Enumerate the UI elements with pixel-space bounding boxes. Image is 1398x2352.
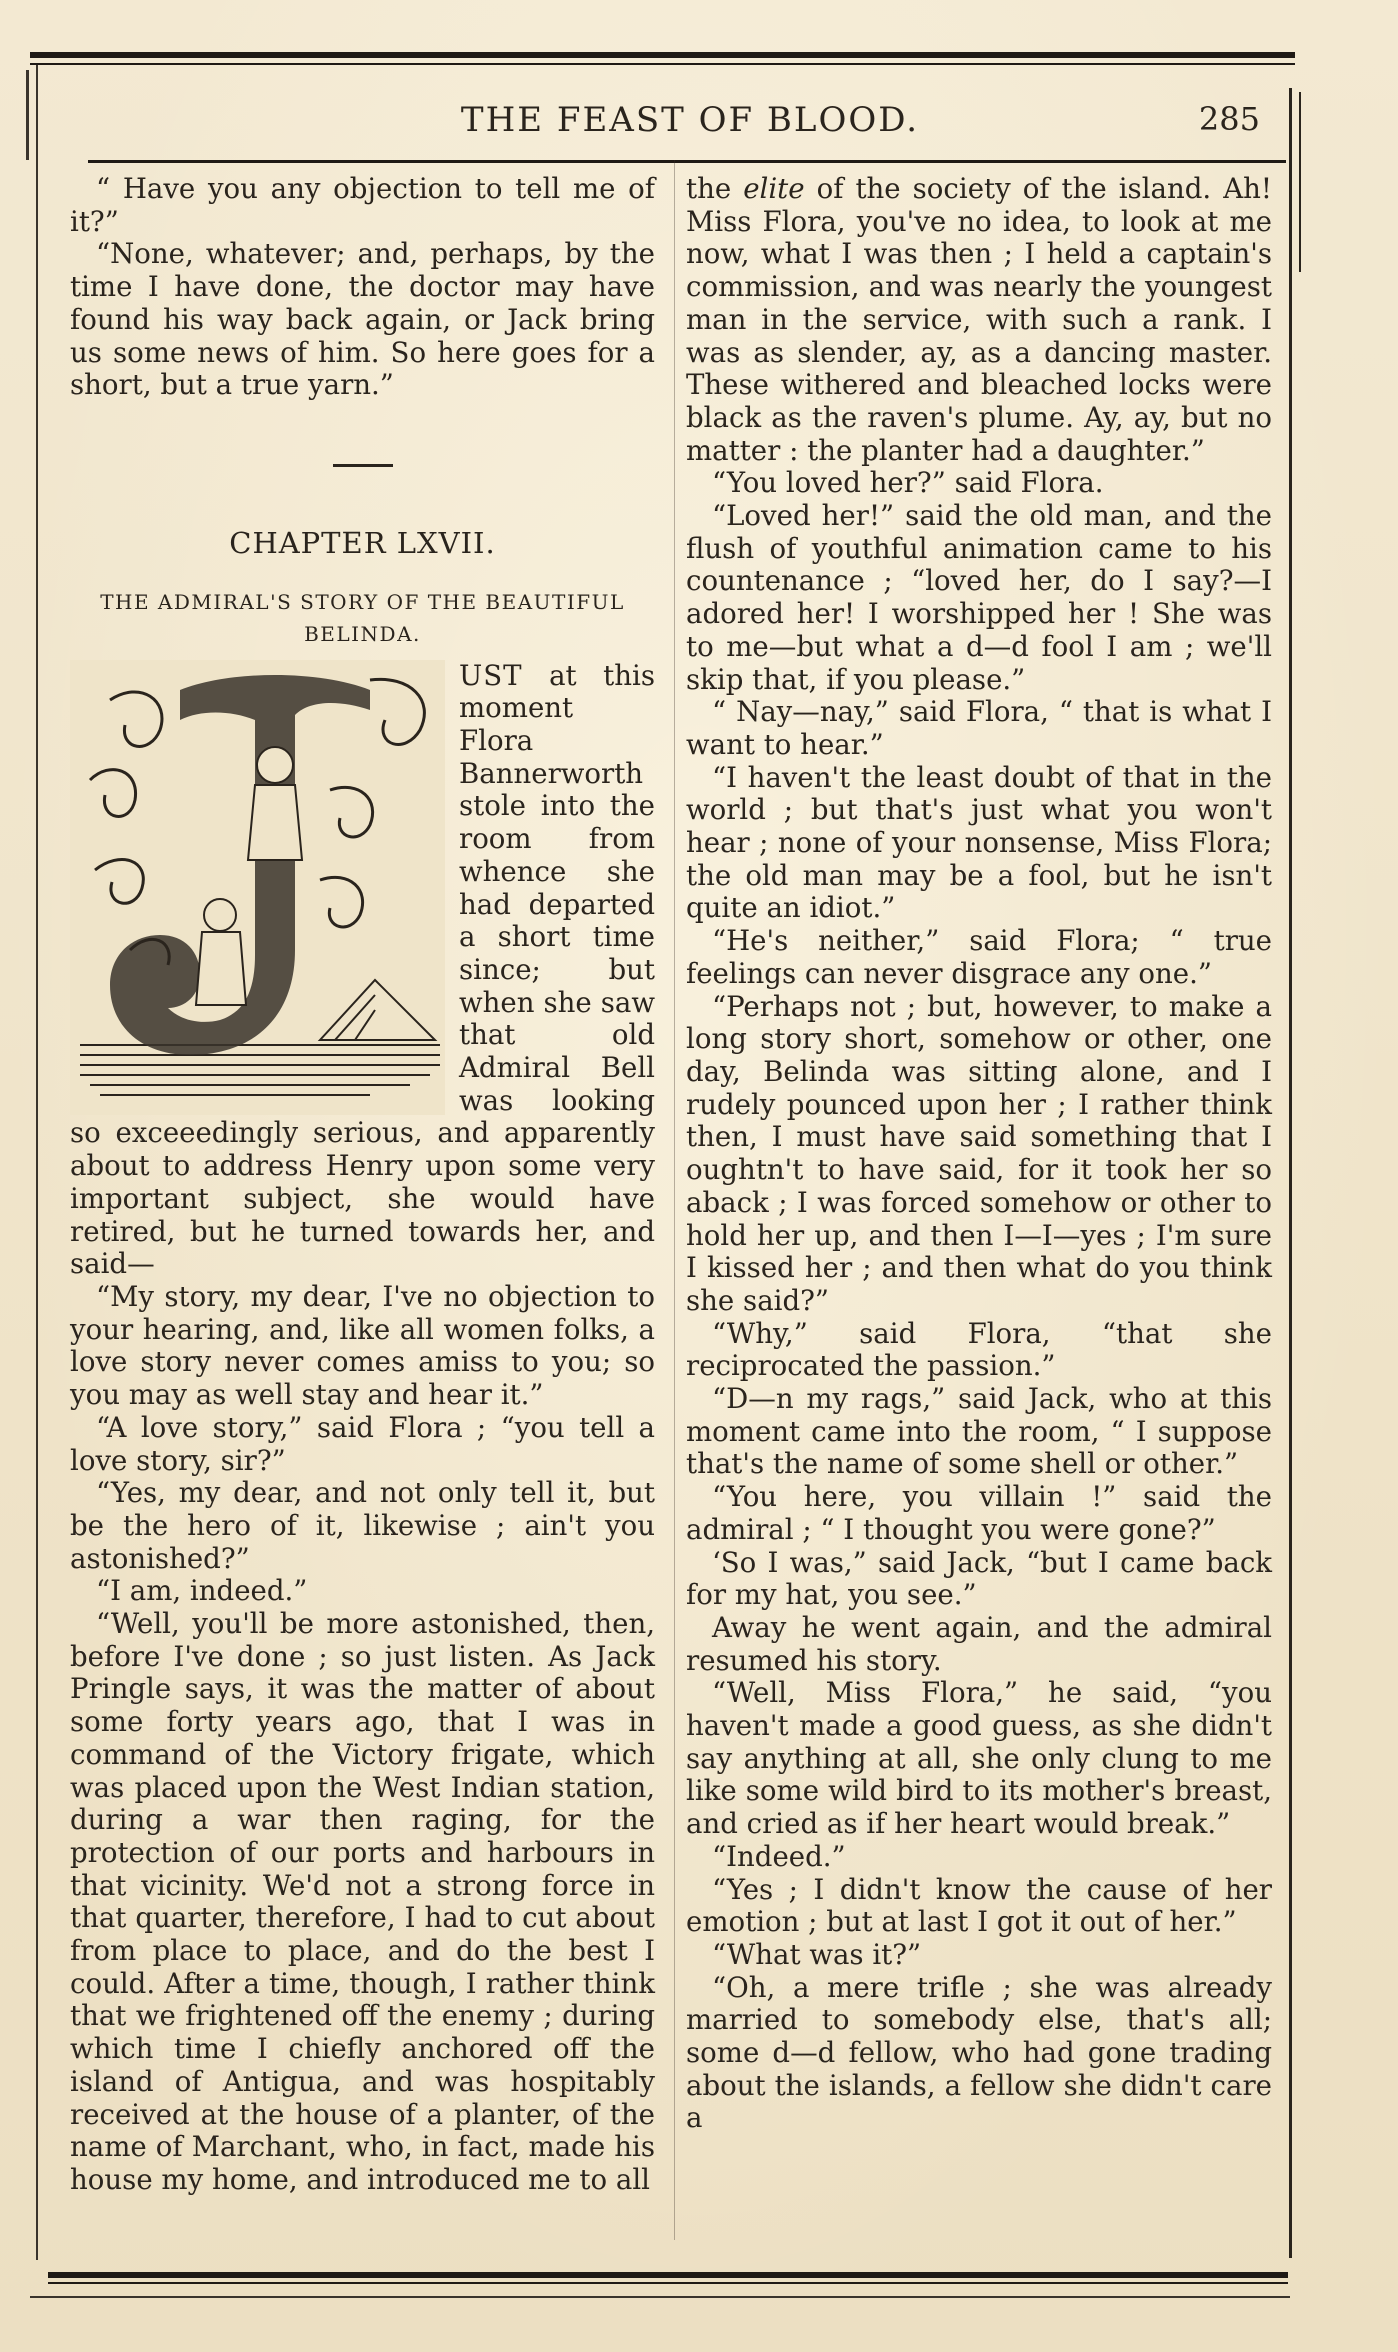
paragraph: Away he went again, and the admiral resumed his story. (686, 1610, 1272, 1677)
running-title: THE FEAST OF BLOOD. (460, 100, 920, 140)
paragraph: “My story, my dear, I've no objection to your hearing, and, like all women folks, a love story never comes amiss to you; so you may as well stay and hear it.” (70, 1279, 655, 1412)
paragraph: “He's neither,” said Flora; “ true feelings can never disgrace any one.” (686, 924, 1272, 990)
left-border-line (36, 65, 38, 2260)
top-rule-thick (30, 52, 1295, 58)
paragraph: “You here, you villain !” said the admiral ; “ I thought you were gone?” (686, 1480, 1272, 1546)
paragraph: “Yes, my dear, and not only tell it, but be the hero of it, likewise ; ain't you astonished?” (70, 1476, 655, 1575)
header-rule (88, 160, 1286, 163)
paragraph: “Well, Miss Flora,” he said, “you haven't made a good guess, as she didn't say anything at all, she only clung to me like some wild bird to its mother's breast, and cried as if her heart would break.” (686, 1676, 1272, 1841)
paragraph: “What was it?” (712, 1937, 922, 1971)
italic-word: elite (743, 172, 805, 205)
paragraph: “Indeed.” (712, 1839, 846, 1873)
bottom-rule-outer (30, 2296, 1290, 2298)
right-column (686, 173, 1272, 2135)
left-column (70, 173, 655, 2197)
paragraph: “D—n my rags,” said Jack, who at this moment came into the room, “ I suppose that's the name of some shell or other.” (686, 1382, 1272, 1481)
text-span: of the society of the island. Ah! Miss Flora, you've no idea, to look at me now, what I was then ; I held a captain's commission, and was nearly the youngest man in the service, with such a rank. I was as slender, ay, as a dancing master. These withered and bleached locks were black as the raven's plume. Ay, ay, but no matter : the planter had a daughter.” (686, 172, 1272, 467)
paragraph: “Perhaps not ; but, however, to make a long story short, somehow or other, one day, Belinda was sitting alone, and I rudely pounced upon her ; I rather think then, I must have said something that I oughtn't to have said, for it took her so aback ; I was forced somehow or other to hold her up, and then I—I—yes ; I'm sure I kissed her ; and then what do you think she said?” (686, 989, 1272, 1317)
chapter-title: CHAPTER LXVII. (229, 525, 496, 560)
bottom-rule-thin (48, 2282, 1288, 2284)
paragraph: “I am, indeed.” (96, 1574, 308, 1608)
section-separator (333, 464, 393, 467)
paragraph: “ Have you any objection to tell me of it?” (70, 172, 655, 238)
right-border-line (1289, 88, 1292, 2258)
opening-text: at this moment Flora Bannerworth stole into the room from whence she had departed a short time since; but when she saw that old Admiral Bell was looking so exceeedingly serious, and apparently about to address Henry upon some very important subject, she would have retired, but he turned towards her, and said— (70, 658, 655, 1281)
text-span: the (686, 172, 744, 205)
paragraph: “ Nay—nay,” said Flora, “ that is what I want to hear.” (686, 695, 1272, 761)
paragraph: “None, whatever; and, perhaps, by the time I have done, the doctor may have found his way back again, or Jack bring us some news of him. So here goes for a short, but a true yarn.” (70, 237, 655, 402)
paragraph: “You loved her?” said Flora. (712, 466, 1104, 500)
paragraph: ‘So I was,” said Jack, “but I came back for my hat, you see.” (686, 1545, 1272, 1612)
left-border-mark (26, 70, 29, 160)
opening-word: UST (459, 658, 523, 692)
paragraph: “Yes ; I didn't know the cause of her emotion ; but at last I got it out of her.” (686, 1872, 1272, 1939)
column-divider (674, 160, 675, 2240)
paragraph: “Well, you'll be more astonished, then, before I've done ; so just listen. As Jack Pringle says, it was the matter of about some forty years ago, that I was in command of the Victory frigate, which was placed upon the West Indian station, during a war then raging, for the protection of our ports and harbours in that vicinity. We'd not a strong force in that quarter, therefore, I had to cut about from place to place, and do the best I could. After a time, though, I rather think that we frightened off the enemy ; during which time I chiefly anchored off the island of Antigua, and was hospitably received at the house of a planter, of the name of Marchant, who, in fact, made his house my home, and introduced me to all (70, 1607, 655, 2196)
paragraph: “Why,” said Flora, “that she reciprocated the passion.” (686, 1316, 1272, 1383)
right-border-mark (1299, 92, 1301, 272)
bottom-rule-thick (48, 2272, 1288, 2278)
paragraph: “Oh, a mere trifle ; she was already married to somebody else, that's all; some d—d fellow, who had gone trading about the islands, a fellow she didn't care a (686, 1970, 1272, 2135)
page-number: 285 (1198, 100, 1260, 138)
paragraph: “I haven't the least doubt of that in the world ; but that's just what you won't hear ; none of your nonsense, Miss Flora; the old man may be a fool, but he isn't quite an idiot.” (686, 760, 1272, 925)
paragraph: “Loved her!” said the old man, and the flush of youthful animation came to his countenance ; “loved her, do I say?—I adored her! I worshipped her ! She was to me—but what a d—d fool I am ; we'll skip that, if you please.” (686, 499, 1272, 696)
top-rule-thin (30, 63, 1295, 65)
paragraph: “A love story,” said Flora ; “you tell a love story, sir?” (70, 1410, 655, 1477)
chapter-subtitle: THE ADMIRAL'S STORY OF THE BEAUTIFUL BELINDA. (100, 589, 625, 646)
paragraph (686, 173, 1272, 467)
illustrated-initial-j-icon (70, 660, 445, 1115)
